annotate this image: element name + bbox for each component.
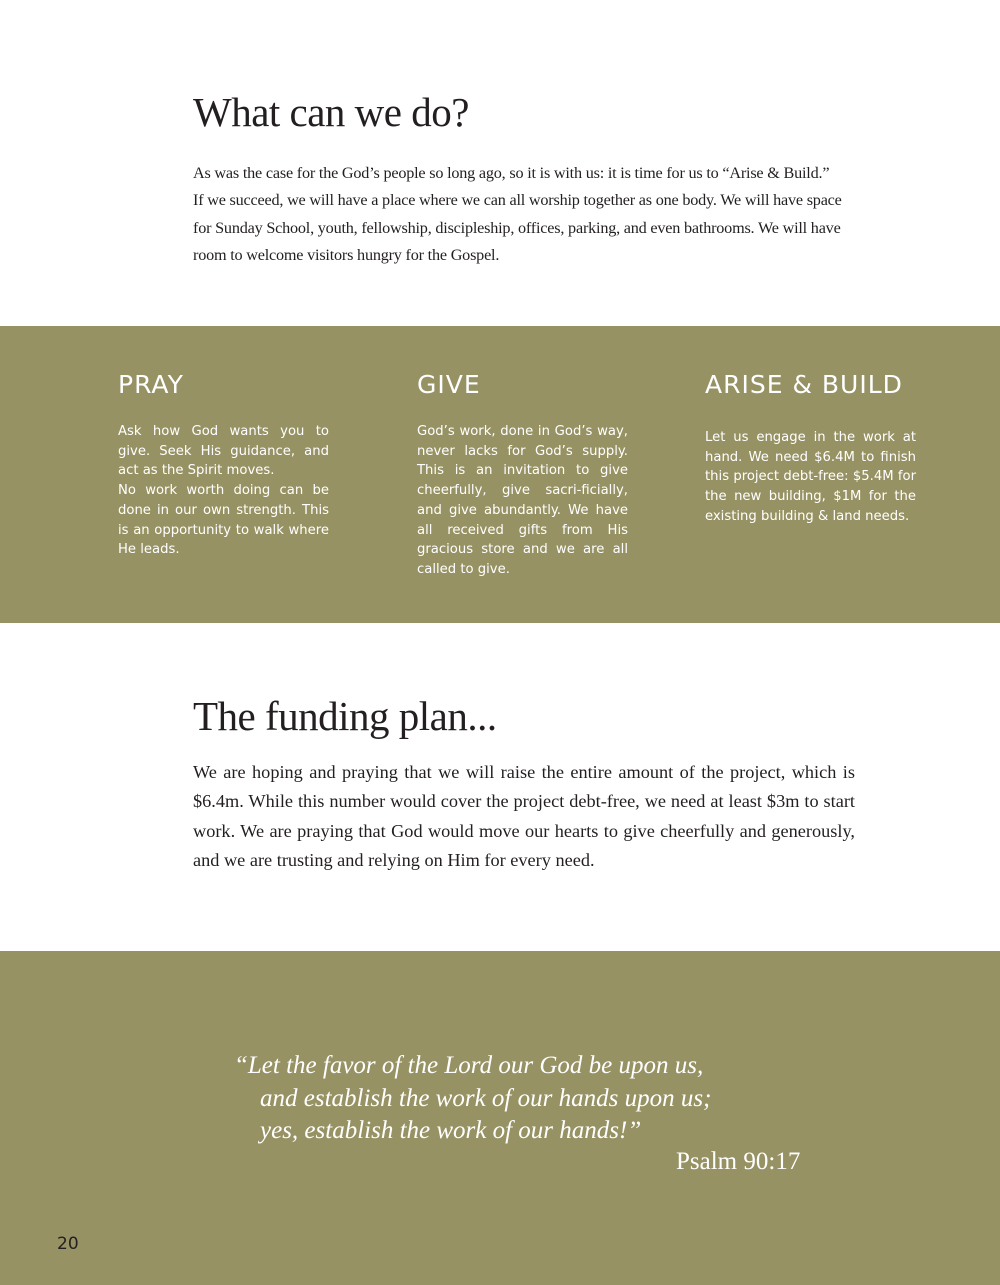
quote-line-1: “Let the favor of the Lord our God be upon us, xyxy=(234,1052,704,1079)
funding-paragraph: We are hoping and praying that we will raise the entire amount of the project, which is $6.4m. While this number would cover the project debt-free, we need at least $3m to start work. We are praying that God would move our hearts to give cheerfully and generously, and we are trusting and relying on Him for every need. xyxy=(193,762,855,871)
quote-citation: Psalm 90:17 xyxy=(676,1148,801,1175)
arise-build-paragraph: Let us engage in the work at hand. We need $6.4M to finish this project debt-free: $5.4M for the new building, $1M for the existing building & land needs. xyxy=(705,430,916,524)
intro-heading: What can we do? xyxy=(193,89,469,135)
give-paragraph: God’s work, done in God’s way, never lacks for God’s supply. This is an invitation to give cheerfully, give sacri-ficially, and give abundantly. We have all received gifts from His gracious store and we are all called to give. xyxy=(417,424,628,577)
pray-text-1: Ask how God wants you to give. Seek His guidance, and act as the Spirit moves. xyxy=(118,424,329,479)
intro-section xyxy=(0,0,1000,326)
page-number: 20 xyxy=(57,1234,79,1254)
funding-heading: The funding plan... xyxy=(193,693,497,739)
quote-line-2: and establish the work of our hands upon us; xyxy=(260,1084,712,1112)
quote-band xyxy=(0,951,1000,1285)
pray-paragraph xyxy=(118,422,329,560)
pray-heading: PRAY xyxy=(118,370,184,399)
scripture-quote xyxy=(234,1050,711,1148)
funding-section xyxy=(0,623,1000,951)
pray-text-2: No work worth doing can be done in our own strength. This is an opportunity to walk where He leads. xyxy=(118,483,329,558)
intro-paragraph: As was the case for the God’s people so long ago, so it is with us: it is time for us to “Arise & Build.” If we succeed, we will have a place where we can all worship together as one body. We will have space for Sunday School, youth, fellowship, discipleship, offices, parking, and even bathrooms. We will have room to welcome visitors hungry for the Gospel. xyxy=(193,164,842,264)
actions-band xyxy=(0,326,1000,623)
quote-line-3: yes, establish the work of our hands!” xyxy=(260,1117,642,1144)
arise-build-heading: ARISE & BUILD xyxy=(705,370,903,399)
give-heading: GIVE xyxy=(417,370,481,399)
